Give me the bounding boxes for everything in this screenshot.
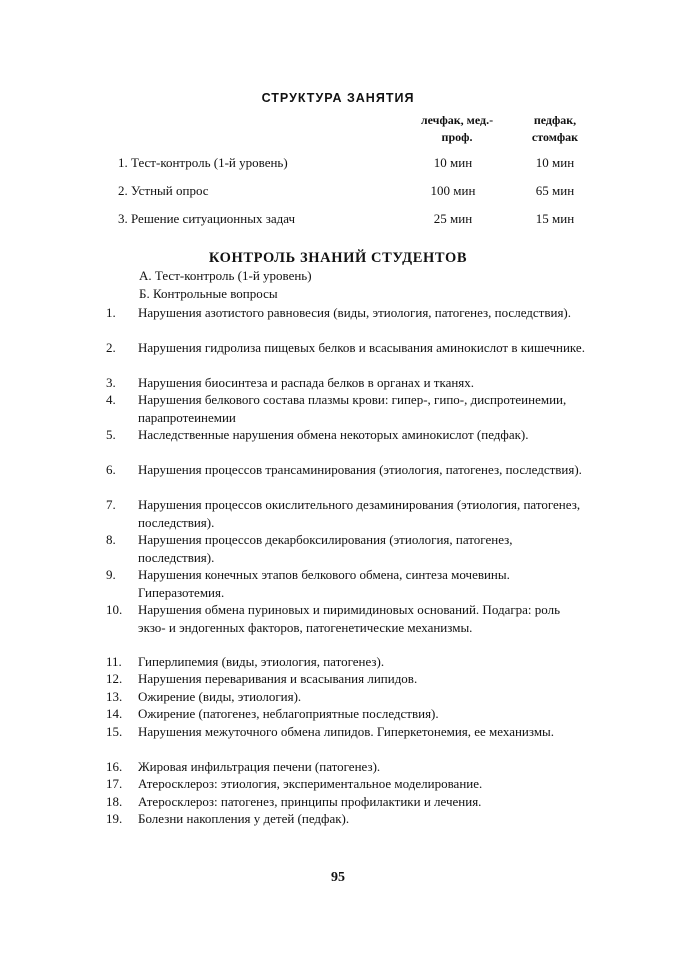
- question-number: 10.: [106, 602, 123, 617]
- question-text: Наследственные нарушения обмена некоторых аминокислот (педфак).: [138, 427, 529, 442]
- question-text: Ожирение (патогенез, неблагоприятные последствия).: [138, 706, 439, 721]
- question-number: 4.: [106, 392, 116, 407]
- question-item: [106, 705, 586, 723]
- question-number: 9.: [106, 567, 116, 582]
- question-number: 12.: [106, 671, 123, 686]
- question-text: Нарушения конечных этапов белкового обмена, синтеза мочевины. Гиперазотемия.: [138, 567, 510, 600]
- question-number: 2.: [106, 340, 116, 355]
- question-text: Нарушения гидролиза пищевых белков и всасывания аминокислот в кишечнике.: [138, 340, 585, 355]
- question-item: [106, 531, 586, 566]
- question-item: [106, 723, 586, 741]
- structure-row-label: 1. Тест-контроль (1-й уровень): [118, 155, 288, 170]
- subsection-test-control: А. Тест-контроль (1-й уровень): [139, 268, 312, 283]
- question-number: 11.: [106, 654, 122, 669]
- page-number: 95: [331, 870, 345, 885]
- question-number: 8.: [106, 532, 116, 547]
- question-text: Нарушения белкового состава плазмы крови: гипер-, гипо-, диспротеинемии, парапротеинемии: [138, 392, 567, 425]
- question-item: [106, 566, 586, 601]
- question-text: Атеросклероз: этиология, экспериментальное моделирование.: [138, 776, 483, 791]
- question-item: [106, 426, 586, 444]
- question-text: Ожирение (виды, этиология).: [138, 689, 302, 704]
- question-number: 19.: [106, 811, 123, 826]
- question-item: [106, 391, 586, 426]
- question-number: 14.: [106, 706, 123, 721]
- question-item: [106, 496, 586, 531]
- subsection-questions: Б. Контрольные вопросы: [139, 286, 278, 301]
- structure-row-label: 3. Решение ситуационных задач: [118, 211, 295, 226]
- question-item: [106, 670, 586, 688]
- structure-row-value-1: 10 мин: [433, 155, 473, 170]
- structure-row-value-1: 100 мин: [430, 183, 476, 198]
- control-title: КОНТРОЛЬ ЗНАНИЙ СТУДЕНТОВ: [208, 250, 468, 266]
- question-text: Болезни накопления у детей (педфак).: [138, 811, 350, 826]
- question-text: Нарушения процессов декарбоксилирования (этиология, патогенез, последствия).: [138, 532, 513, 565]
- column-header-lechfak: лечфак, мед.-проф.: [420, 113, 494, 144]
- question-number: 15.: [106, 724, 123, 739]
- question-number: 3.: [106, 375, 116, 390]
- structure-row-label: 2. Устный опрос: [118, 183, 209, 198]
- structure-row-value-2: 65 мин: [535, 183, 575, 198]
- question-text: Нарушения процессов трансаминирования (этиология, патогенез, последствия).: [138, 462, 582, 477]
- question-number: 18.: [106, 794, 123, 809]
- question-item: [106, 304, 586, 322]
- question-text: Нарушения процессов окислительного дезаминирования (этиология, патогенез, последствия).: [138, 497, 581, 530]
- question-item: [106, 810, 586, 828]
- question-text: Жировая инфильтрация печени (патогенез).: [138, 759, 381, 774]
- question-text: Гиперлипемия (виды, этиология, патогенез).: [138, 654, 385, 669]
- question-number: 7.: [106, 497, 116, 512]
- question-number: 17.: [106, 776, 123, 791]
- question-number: 6.: [106, 462, 116, 477]
- question-text: Нарушения азотистого равновесия (виды, этиология, патогенез, последствия).: [138, 305, 572, 320]
- structure-row-value-2: 10 мин: [535, 155, 575, 170]
- question-number: 13.: [106, 689, 123, 704]
- column-header-pedfak: педфак, стомфак: [531, 113, 579, 144]
- question-item: [106, 758, 586, 776]
- question-item: [106, 601, 586, 636]
- question-text: Атеросклероз: патогенез, принципы профилактики и лечения.: [138, 794, 482, 809]
- question-number: 5.: [106, 427, 116, 442]
- structure-row-value-2: 15 мин: [535, 211, 575, 226]
- question-number: 16.: [106, 759, 123, 774]
- question-item: [106, 653, 586, 671]
- question-item: [106, 374, 586, 392]
- question-item: [106, 793, 586, 811]
- question-text: Нарушения межуточного обмена липидов. Гиперкетонемия, ее механизмы.: [138, 724, 555, 739]
- question-text: Нарушения биосинтеза и распада белков в органах и тканях.: [138, 375, 475, 390]
- structure-title: СТРУКТУРА ЗАНЯТИЯ: [261, 91, 415, 105]
- question-item: [106, 461, 586, 479]
- question-item: [106, 688, 586, 706]
- question-number: 1.: [106, 305, 116, 320]
- question-item: [106, 339, 586, 357]
- question-item: [106, 775, 586, 793]
- question-text: Нарушения обмена пуриновых и пиримидиновых оснований. Подагра: роль экзо- и эндогенных факторов, патогенетические механизмы.: [138, 602, 561, 635]
- structure-row-value-1: 25 мин: [433, 211, 473, 226]
- question-text: Нарушения переваривания и всасывания липидов.: [138, 671, 418, 686]
